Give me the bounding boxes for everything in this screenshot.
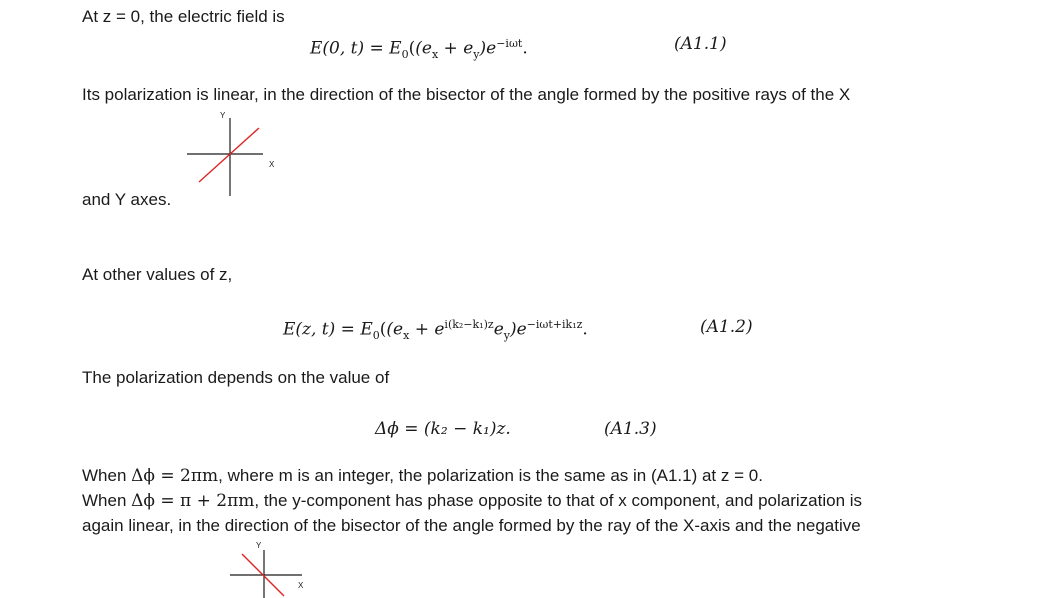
y-axis-label: Y (220, 111, 226, 120)
y-axis-label: Y (256, 542, 262, 550)
paragraph-when-2pim: When Δϕ = 2πm, where m is an integer, the polarization is the same as in (A1.1) at z = 0. (82, 466, 763, 486)
equation-number-a1-3: (A1.3) (604, 419, 657, 439)
paragraph-depends-on-value: The polarization depends on the value of (82, 368, 390, 387)
paragraph-other-z: At other values of z, (82, 265, 233, 284)
x-axis-label: X (298, 581, 304, 590)
equation-a1-1: E(0, $t) = E_0((e_x + e_y)e^{-i\omega t}$. (310, 37, 528, 62)
paragraph-polarization-linear: Its polarization is linear, in the direction of the bisector of the angle formed by the positive rays of the X (82, 85, 851, 104)
equation-number-a1-2: (A1.2) (700, 317, 753, 337)
polarization-line (199, 128, 259, 182)
paragraph-and-y-axes: and Y axes. (82, 190, 172, 209)
equation-a1-2: E(z, $t) = E_0((e_x + e^{i(k_2-k_1)z}e_y)e^{-i\omega t+ik_1z}$. (283, 318, 588, 343)
paragraph-intro: At z = 0, the electric field is (82, 7, 285, 26)
equation-number-a1-1: (A1.1) (674, 34, 727, 54)
paragraph-when-pi-2pim: When Δϕ = π + 2πm, the y-component has phase opposite to that of x component, and polarization is (82, 491, 863, 511)
equation-a1-3: Δϕ = (k₂ − k₁)z. (375, 419, 511, 439)
figure-axes-positive-bisector (185, 110, 275, 200)
x-axis-label: X (269, 160, 275, 169)
figure-axes-negative-bisector (228, 542, 308, 598)
paragraph-again-linear: again linear, in the direction of the bisector of the angle formed by the ray of the X-axis and the negative (82, 516, 861, 535)
